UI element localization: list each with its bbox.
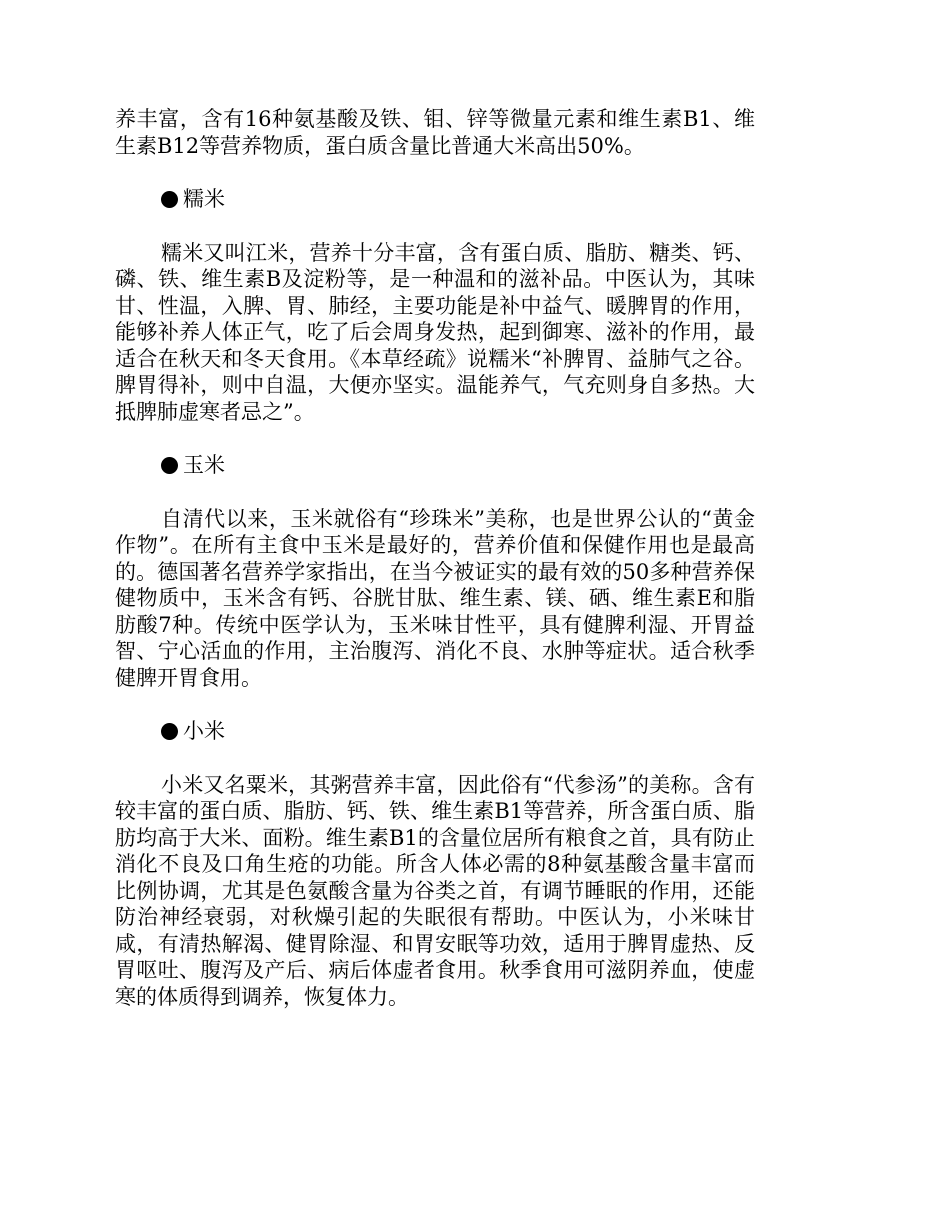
bullet-icon <box>161 457 178 474</box>
intro-paragraph: 养丰富，含有16种氨基酸及铁、钼、锌等微量元素和维生素B1、维生素B12等营养物质，蛋白质含量比普通大米高出50%。 <box>115 107 755 158</box>
bullet-icon <box>161 191 178 208</box>
section-paragraph-millet: 小米又名粟米，其粥营养丰富，因此俗有“代参汤”的美称。含有较丰富的蛋白质、脂肪、钙、铁、维生素B1等营养，所含蛋白质、脂肪均高于大米、面粉。维生素B1的含量位居所有粮食之首，具有防止消化不良及口角生疮的功能。所含人体必需的8种氨基酸含量丰富而比例协调，尤其是色氨酸含量为谷类之首，有调节睡眠的作用，还能防治神经衰弱，对秋燥引起的失眠很有帮助。中医认为，小米味甘咸，有清热解渴、健胃除湿、和胃安眠等功效，适用于脾胃虚热、反胃呕吐、腹泻及产后、病后体虚者食用。秋季食用可滋阴养血，使虚寒的体质得到调养，恢复体力。 <box>115 772 755 1009</box>
section-heading-text: 糯米 <box>183 187 225 211</box>
section-heading-text: 玉米 <box>183 453 225 477</box>
bullet-icon <box>161 723 178 740</box>
document-body <box>115 106 755 1010</box>
section-paragraph-glutinous-rice: 糯米又叫江米，营养十分丰富，含有蛋白质、脂肪、糖类、钙、磷、铁、维生素B及淀粉等，是一种温和的滋补品。中医认为，其味甘、性温，入脾、胃、肺经，主要功能是补中益气、暖脾胃的作用，能够补养人体正气，吃了后会周身发热，起到御寒、滋补的作用，最适合在秋天和冬天食用。《本草经疏》说糯米“补脾胃、益肺气之谷。脾胃得补，则中自温，大便亦坚实。温能养气，气充则身自多热。大抵脾肺虚寒者忌之”。 <box>115 240 755 424</box>
section-heading-text: 小米 <box>183 719 225 743</box>
section-heading-glutinous-rice <box>115 186 755 213</box>
section-heading-corn <box>115 452 755 479</box>
section-paragraph-corn: 自清代以来，玉米就俗有“珍珠米”美称，也是世界公认的“黄金作物”。在所有主食中玉米是最好的，营养价值和保健作用也是最高的。德国著名营养学家指出，在当今被证实的最有效的50多种营养保健物质中，玉米含有钙、谷胱甘肽、维生素、镁、硒、维生素E和脂肪酸7种。传统中医学认为，玉米味甘性平，具有健脾利湿、开胃益智、宁心活血的作用，主治腹泻、消化不良、水肿等症状。适合秋季健脾开胃食用。 <box>115 506 755 690</box>
section-heading-millet <box>115 718 755 745</box>
